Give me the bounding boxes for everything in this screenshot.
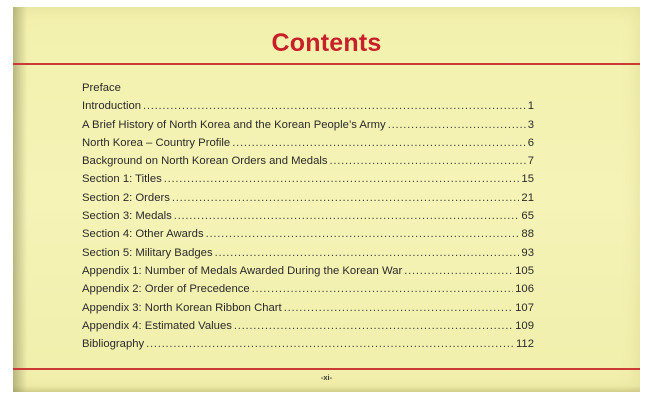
toc-entry-title: Section 1: Titles (82, 173, 162, 186)
toc-entry (82, 170, 534, 188)
toc-entry (82, 317, 534, 335)
toc-entry (82, 244, 534, 262)
toc-dot-leader (252, 280, 513, 298)
toc-entry-title: Appendix 4: Estimated Values (82, 319, 232, 332)
toc-entry-title: Background on North Korean Orders and Medals (82, 155, 328, 168)
toc-dot-leader (284, 299, 513, 317)
toc-preface: Preface (82, 82, 121, 94)
toc-entry-title: Section 4: Other Awards (82, 228, 204, 241)
toc-entry-page: 21 (521, 191, 534, 204)
toc-entry-page: 107 (515, 301, 534, 314)
toc-entry-page: 3 (527, 118, 534, 131)
toc-entry (82, 134, 534, 152)
toc-entry (82, 225, 534, 243)
toc-dot-leader (174, 207, 520, 225)
toc-entry-title: Introduction (82, 100, 142, 113)
toc-entry (82, 280, 534, 298)
toc-entry-page: 88 (521, 228, 534, 241)
table-of-contents (82, 79, 534, 353)
toc-entry-page: 105 (515, 264, 534, 277)
toc-dot-leader (172, 189, 520, 207)
toc-entry-page: 15 (521, 173, 534, 186)
toc-entry-page: 112 (515, 338, 534, 351)
toc-entry-title: Section 2: Orders (82, 191, 170, 204)
toc-entry (82, 152, 534, 170)
toc-entry (82, 299, 534, 317)
toc-entry-page: 93 (521, 246, 534, 259)
toc-entry-title: Section 5: Military Badges (82, 246, 213, 259)
toc-dot-leader (330, 152, 526, 170)
title-divider (13, 63, 640, 65)
toc-entry-title: Appendix 2: Order of Precedence (82, 283, 250, 296)
toc-dot-leader (164, 170, 520, 188)
toc-entry-page: 7 (527, 155, 534, 168)
toc-dot-leader (404, 262, 513, 280)
toc-entry-title: North Korea – Country Profile (82, 136, 231, 149)
toc-entry (82, 189, 534, 207)
toc-entry-title: A Brief History of North Korea and the Korean People’s Army (82, 118, 386, 131)
toc-entry-title: Appendix 1: Number of Medals Awarded During the Korean War (82, 264, 403, 277)
toc-dot-leader (232, 134, 526, 152)
toc-entry (82, 97, 534, 115)
page-edge-shadow (13, 386, 640, 392)
toc-entry-page: 106 (515, 283, 534, 296)
page-title: Contents (271, 29, 382, 57)
toc-entry-title: Appendix 3: North Korean Ribbon Chart (82, 301, 282, 314)
toc-entry-title: Bibliography (82, 338, 145, 351)
toc-dot-leader (215, 244, 520, 262)
toc-entry-page: 1 (527, 100, 534, 113)
toc-entry (82, 262, 534, 280)
toc-entry (82, 335, 534, 353)
toc-entry-page: 6 (527, 136, 534, 149)
toc-dot-leader (388, 116, 526, 134)
footer-divider (13, 368, 640, 370)
toc-entry (82, 116, 534, 134)
toc-entry-title: Section 3: Medals (82, 210, 172, 223)
toc-dot-leader (234, 317, 513, 335)
toc-entry-page: 65 (521, 210, 534, 223)
page-number: -xi- (320, 373, 333, 382)
toc-entry-page: 109 (515, 319, 534, 332)
toc-dot-leader (143, 97, 526, 115)
toc-entry (82, 207, 534, 225)
toc-dot-leader (146, 335, 514, 353)
book-page (13, 7, 640, 392)
toc-dot-leader (206, 225, 520, 243)
